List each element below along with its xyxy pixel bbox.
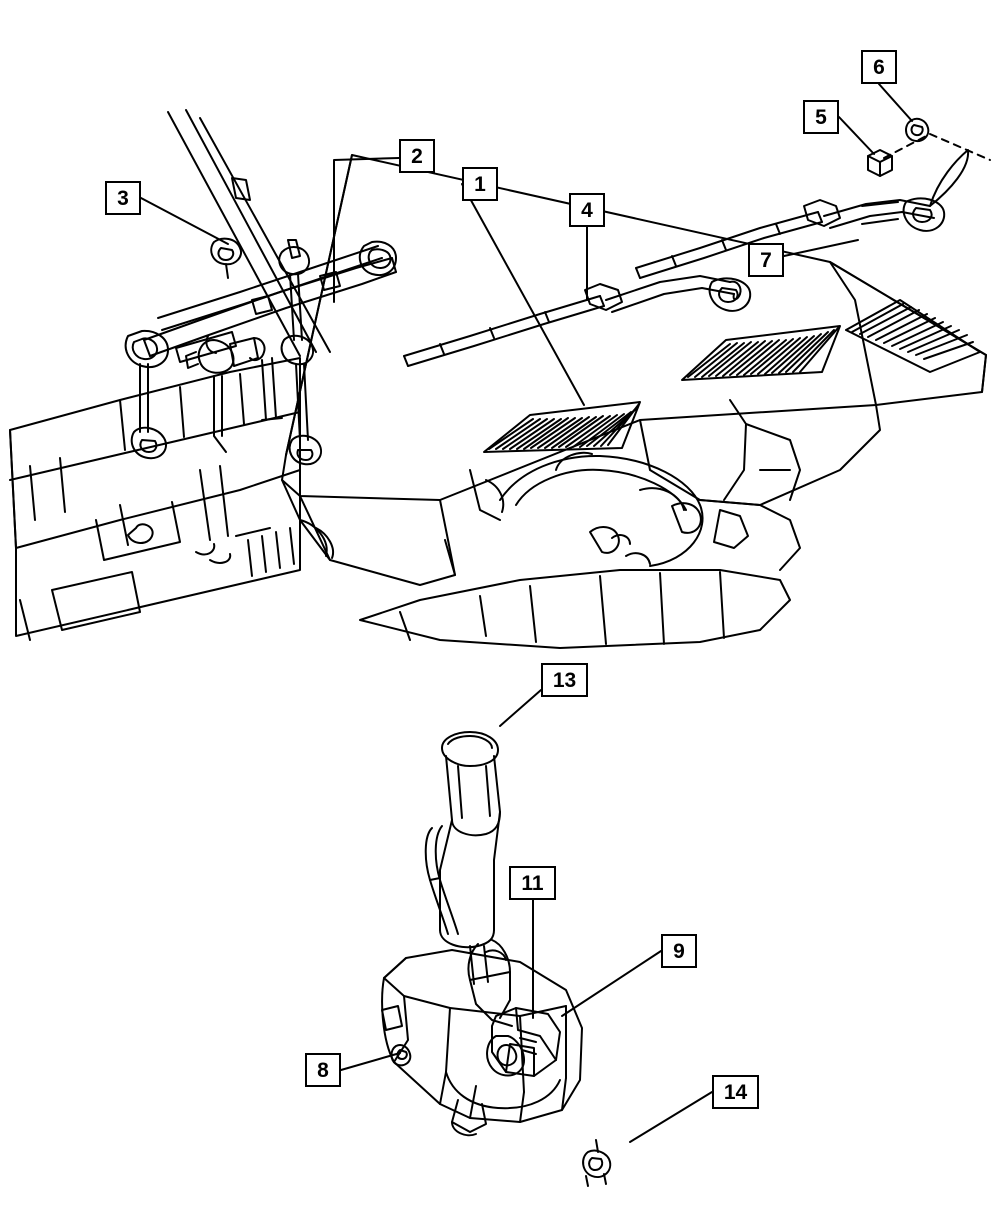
callout-13[interactable]: 13	[541, 663, 588, 697]
callout-9[interactable]: 9	[661, 934, 697, 968]
callout-11[interactable]: 11	[509, 866, 556, 900]
firewall-structure	[10, 358, 333, 640]
callout-14[interactable]: 14	[712, 1075, 759, 1109]
leader-3	[141, 198, 228, 244]
cowl-plenum-body	[282, 155, 986, 585]
callout-7[interactable]: 7	[748, 243, 784, 277]
leader-14	[630, 1092, 712, 1142]
callout-4[interactable]: 4	[569, 193, 605, 227]
callout-2[interactable]: 2	[399, 139, 435, 173]
callout-6[interactable]: 6	[861, 50, 897, 84]
callout-8[interactable]: 8	[305, 1053, 341, 1087]
callout-1[interactable]: 1	[462, 167, 498, 201]
callout-3[interactable]: 3	[105, 181, 141, 215]
leader-9	[562, 951, 661, 1016]
leader-8	[341, 1053, 400, 1070]
pivot-nut-and-cap	[868, 119, 990, 176]
windshield-pillar	[168, 110, 330, 356]
washer-reservoir-assembly	[382, 732, 610, 1186]
leader-6	[879, 84, 912, 121]
leader-7	[784, 240, 858, 256]
leader-5	[839, 117, 874, 154]
callout-5[interactable]: 5	[803, 100, 839, 134]
leader-13	[500, 690, 541, 726]
